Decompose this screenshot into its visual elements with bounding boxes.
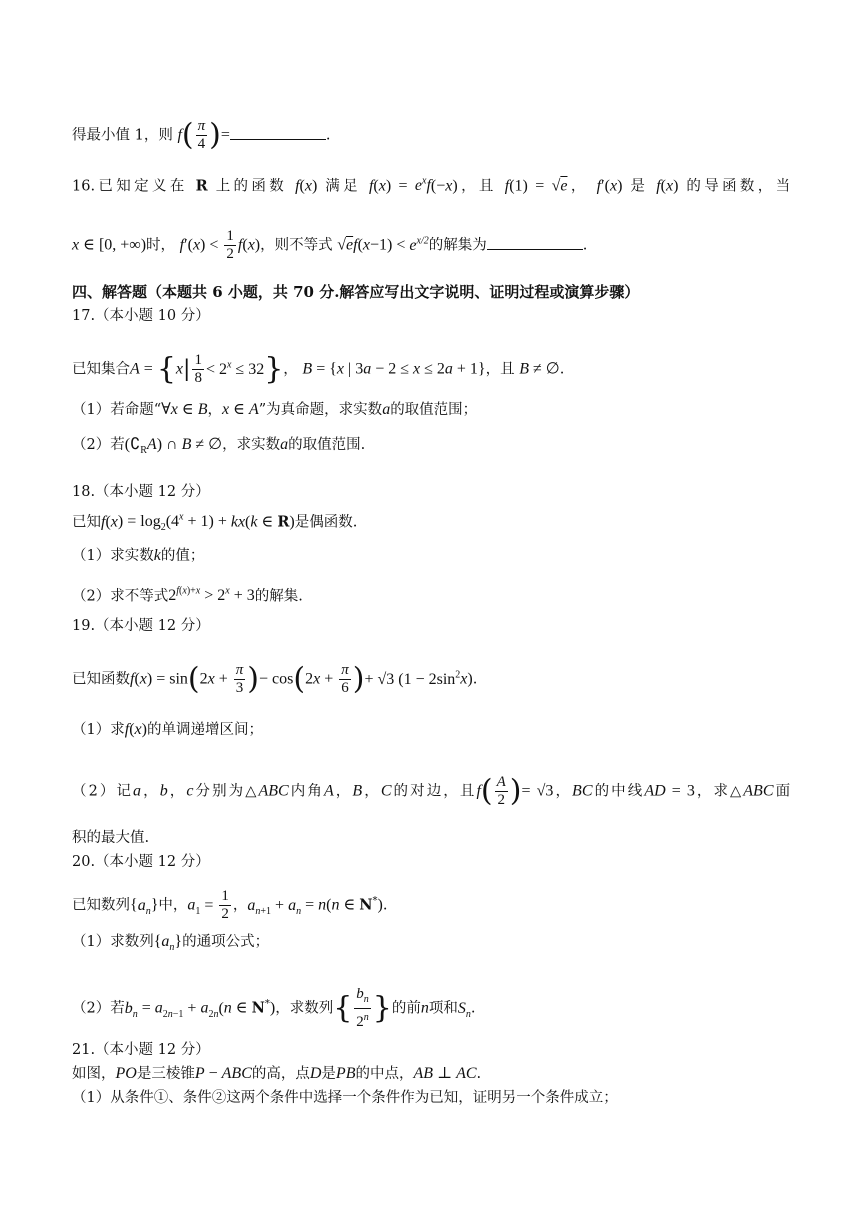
q17-header: 17.（本小题 10 分） — [72, 308, 210, 324]
q19-p2b: 分别为△ — [193, 783, 259, 800]
q20-p2c: 的前 — [391, 1000, 421, 1017]
q19-stem-a: 已知函数 — [72, 671, 130, 688]
q17-p2c: 的取值范围. — [288, 437, 366, 453]
q16-mid4: ， — [567, 178, 589, 195]
q18-stem-a: 已知 — [72, 514, 101, 531]
q18-part2: （2）求不等式$2^{f(x)+x} > 2^x + 3$的解集. — [72, 586, 303, 605]
q19-part1: （1）求f(x)的单调递增区间； — [72, 721, 263, 738]
q20-stem: 已知数列$\{a_n\}$中，$a_1$ = $\frac{1}{2}$ ，$a_{n+1} + a_n = n(n$ ∈ N*). — [72, 888, 388, 922]
q17-p2a: （2）若 — [72, 437, 125, 453]
q19-part2: （2）记a，b，c分别为△ABC内角A，B，C的对边，且f( $\frac{A}{2}$ )= √3，BC的中线AD = 3，求△ABC面 — [72, 773, 791, 809]
q18-stem: 已知$f(x) = \log_2(4^x + 1) + kx(k$ ∈ R)是偶函数. — [72, 512, 358, 534]
q18-p1a: （1）求实数 — [72, 548, 154, 564]
q18-p2a: （2）求不等式 — [72, 588, 169, 605]
q20-p2d: 项和 — [428, 1000, 458, 1017]
q16-line2: x ∈ [0, +∞)时， f′(x) < $\frac{1}{2}$ f(x)，则不等式 $√ef(x-1) < e^{x/2}$的解集为 . — [72, 228, 588, 262]
q17-stem-c: ，且 — [485, 361, 515, 378]
q20-part2: （2）若$b_n = a_{2n-1} + a_{2n}(n$ ∈ N*)，求数列{ $\frac{b_n}{2^n}$ }的前n项和$S_n$. — [72, 986, 476, 1030]
q16-l2a: 时， — [146, 237, 176, 254]
q19-header: 19.（本小题 12 分） — [72, 618, 210, 634]
q17-part2: （2）若$(∁_RA)$ ∩ B ≠ ∅，求实数a的取值范围. — [72, 436, 366, 457]
q19-p2f: 的中线 — [592, 783, 645, 800]
q16-mid2: 满足 — [325, 178, 361, 195]
q17-stem-b: ， — [283, 361, 298, 378]
q17-p1d: 的取值范围； — [390, 402, 478, 418]
q15-tail-line: 得最小值 1，则 f( $\frac{\pi}{4}$ )= . — [72, 117, 331, 153]
q19-p2c: 内角 — [288, 783, 324, 800]
q19-p2h: 面 — [773, 783, 791, 800]
q16-l2b: ，则不等式 — [260, 237, 333, 254]
q19-stem: 已知函数f(x) = sin(2x + $\frac{\pi}{3}$ )− cos(2x + $\frac{\pi}{6}$ )+ √3 $(1 - 2\sin^2x)$. — [72, 661, 478, 697]
q15-tail-text: 得最小值 1，则 — [72, 127, 173, 144]
q19-p1b: 的单调递增区间； — [146, 722, 263, 738]
answer-blank-16 — [487, 237, 583, 250]
q16-line1: 16.已知定义在 R 上的函数 f(x) 满足 $f(x) = e^xf(-x)$，且 f(1) = √e， f′(x) 是 f(x) 的导函数，当 — [72, 176, 791, 195]
q21-part1: （1）从条件①、条件②这两个条件中选择一个条件作为已知，证明另一个条件成立； — [72, 1090, 618, 1106]
q20-p2b: ，求数列 — [275, 1000, 334, 1017]
q18-part1: （1）求实数k的值； — [72, 547, 205, 564]
q16-l2c: 的解集为 — [428, 237, 487, 254]
q17-p1a: （1）若命题“ — [72, 402, 162, 418]
q21-stem-d: 是 — [321, 1066, 336, 1082]
q21-stem-a: 如图， — [72, 1066, 116, 1082]
q21-header: 21.（本小题 12 分） — [72, 1042, 210, 1058]
q19-p2d: 的对边，且 — [391, 783, 477, 800]
q21-stem-c: 的高，点 — [251, 1066, 310, 1082]
q21-stem-e: 的中点， — [355, 1066, 414, 1082]
q20-p1a: （1）求数列 — [72, 934, 154, 950]
q19-p2g: ，求△ — [694, 783, 744, 800]
q19-p2e: ， — [553, 783, 573, 800]
q18-p1b: 的值； — [160, 548, 205, 564]
q18-stem-b: 是偶函数. — [294, 514, 358, 531]
q19-p2a: （2）记 — [72, 783, 134, 800]
section4-title: 四、解答题（本题共 6 小题，共 70 分.解答应写出文字说明、证明过程或演算步骤） — [72, 283, 640, 301]
q21-stem-b: 是三棱锥 — [136, 1066, 195, 1082]
q18-header: 18.（本小题 12 分） — [72, 484, 210, 500]
q20-p1b: 的通项公式； — [182, 934, 270, 950]
q20-header: 20.（本小题 12 分） — [72, 854, 210, 870]
q19-p1a: （1）求 — [72, 722, 125, 738]
q17-p1b: ， — [207, 402, 223, 418]
q20-p2a: （2）若 — [72, 1000, 125, 1017]
q16-mid3: ，且 — [457, 178, 497, 195]
q20-stem-b: 中， — [158, 897, 188, 914]
q17-p1c: ”为真命题，求实数 — [258, 402, 383, 418]
q19-tail: 积的最大值. — [72, 830, 150, 846]
q17-stem: 已知集合A = {x| $\frac{1}{8}$ < $2^x \le 32$}， B = {x | 3a − 2 ≤ x ≤ 2a + 1}，且 B ≠ ∅. — [72, 351, 565, 387]
q21-stem: 如图，PO是三棱锥P − ABC的高，点D是PB的中点，AB ⊥ AC. — [72, 1065, 482, 1082]
q16-mid6: 的导函数，当 — [686, 178, 791, 195]
q20-stem-a: 已知数列 — [72, 897, 130, 914]
q20-part1: （1）求数列$\{a_n\}$的通项公式； — [72, 933, 270, 954]
q18-p2b: 的解集. — [254, 588, 303, 605]
q17-p2b: ，求实数 — [222, 437, 281, 453]
q17-part1: （1）若命题“∀x ∈ B，x ∈ A”为真命题，求实数a的取值范围； — [72, 401, 478, 418]
q16-lead: 16.已知定义在 — [72, 178, 188, 195]
answer-blank-15 — [230, 127, 326, 140]
q16-mid5: 是 — [630, 178, 649, 195]
q17-stem-a: 已知集合 — [72, 361, 130, 378]
q16-mid1: 上的函数 — [215, 178, 288, 195]
